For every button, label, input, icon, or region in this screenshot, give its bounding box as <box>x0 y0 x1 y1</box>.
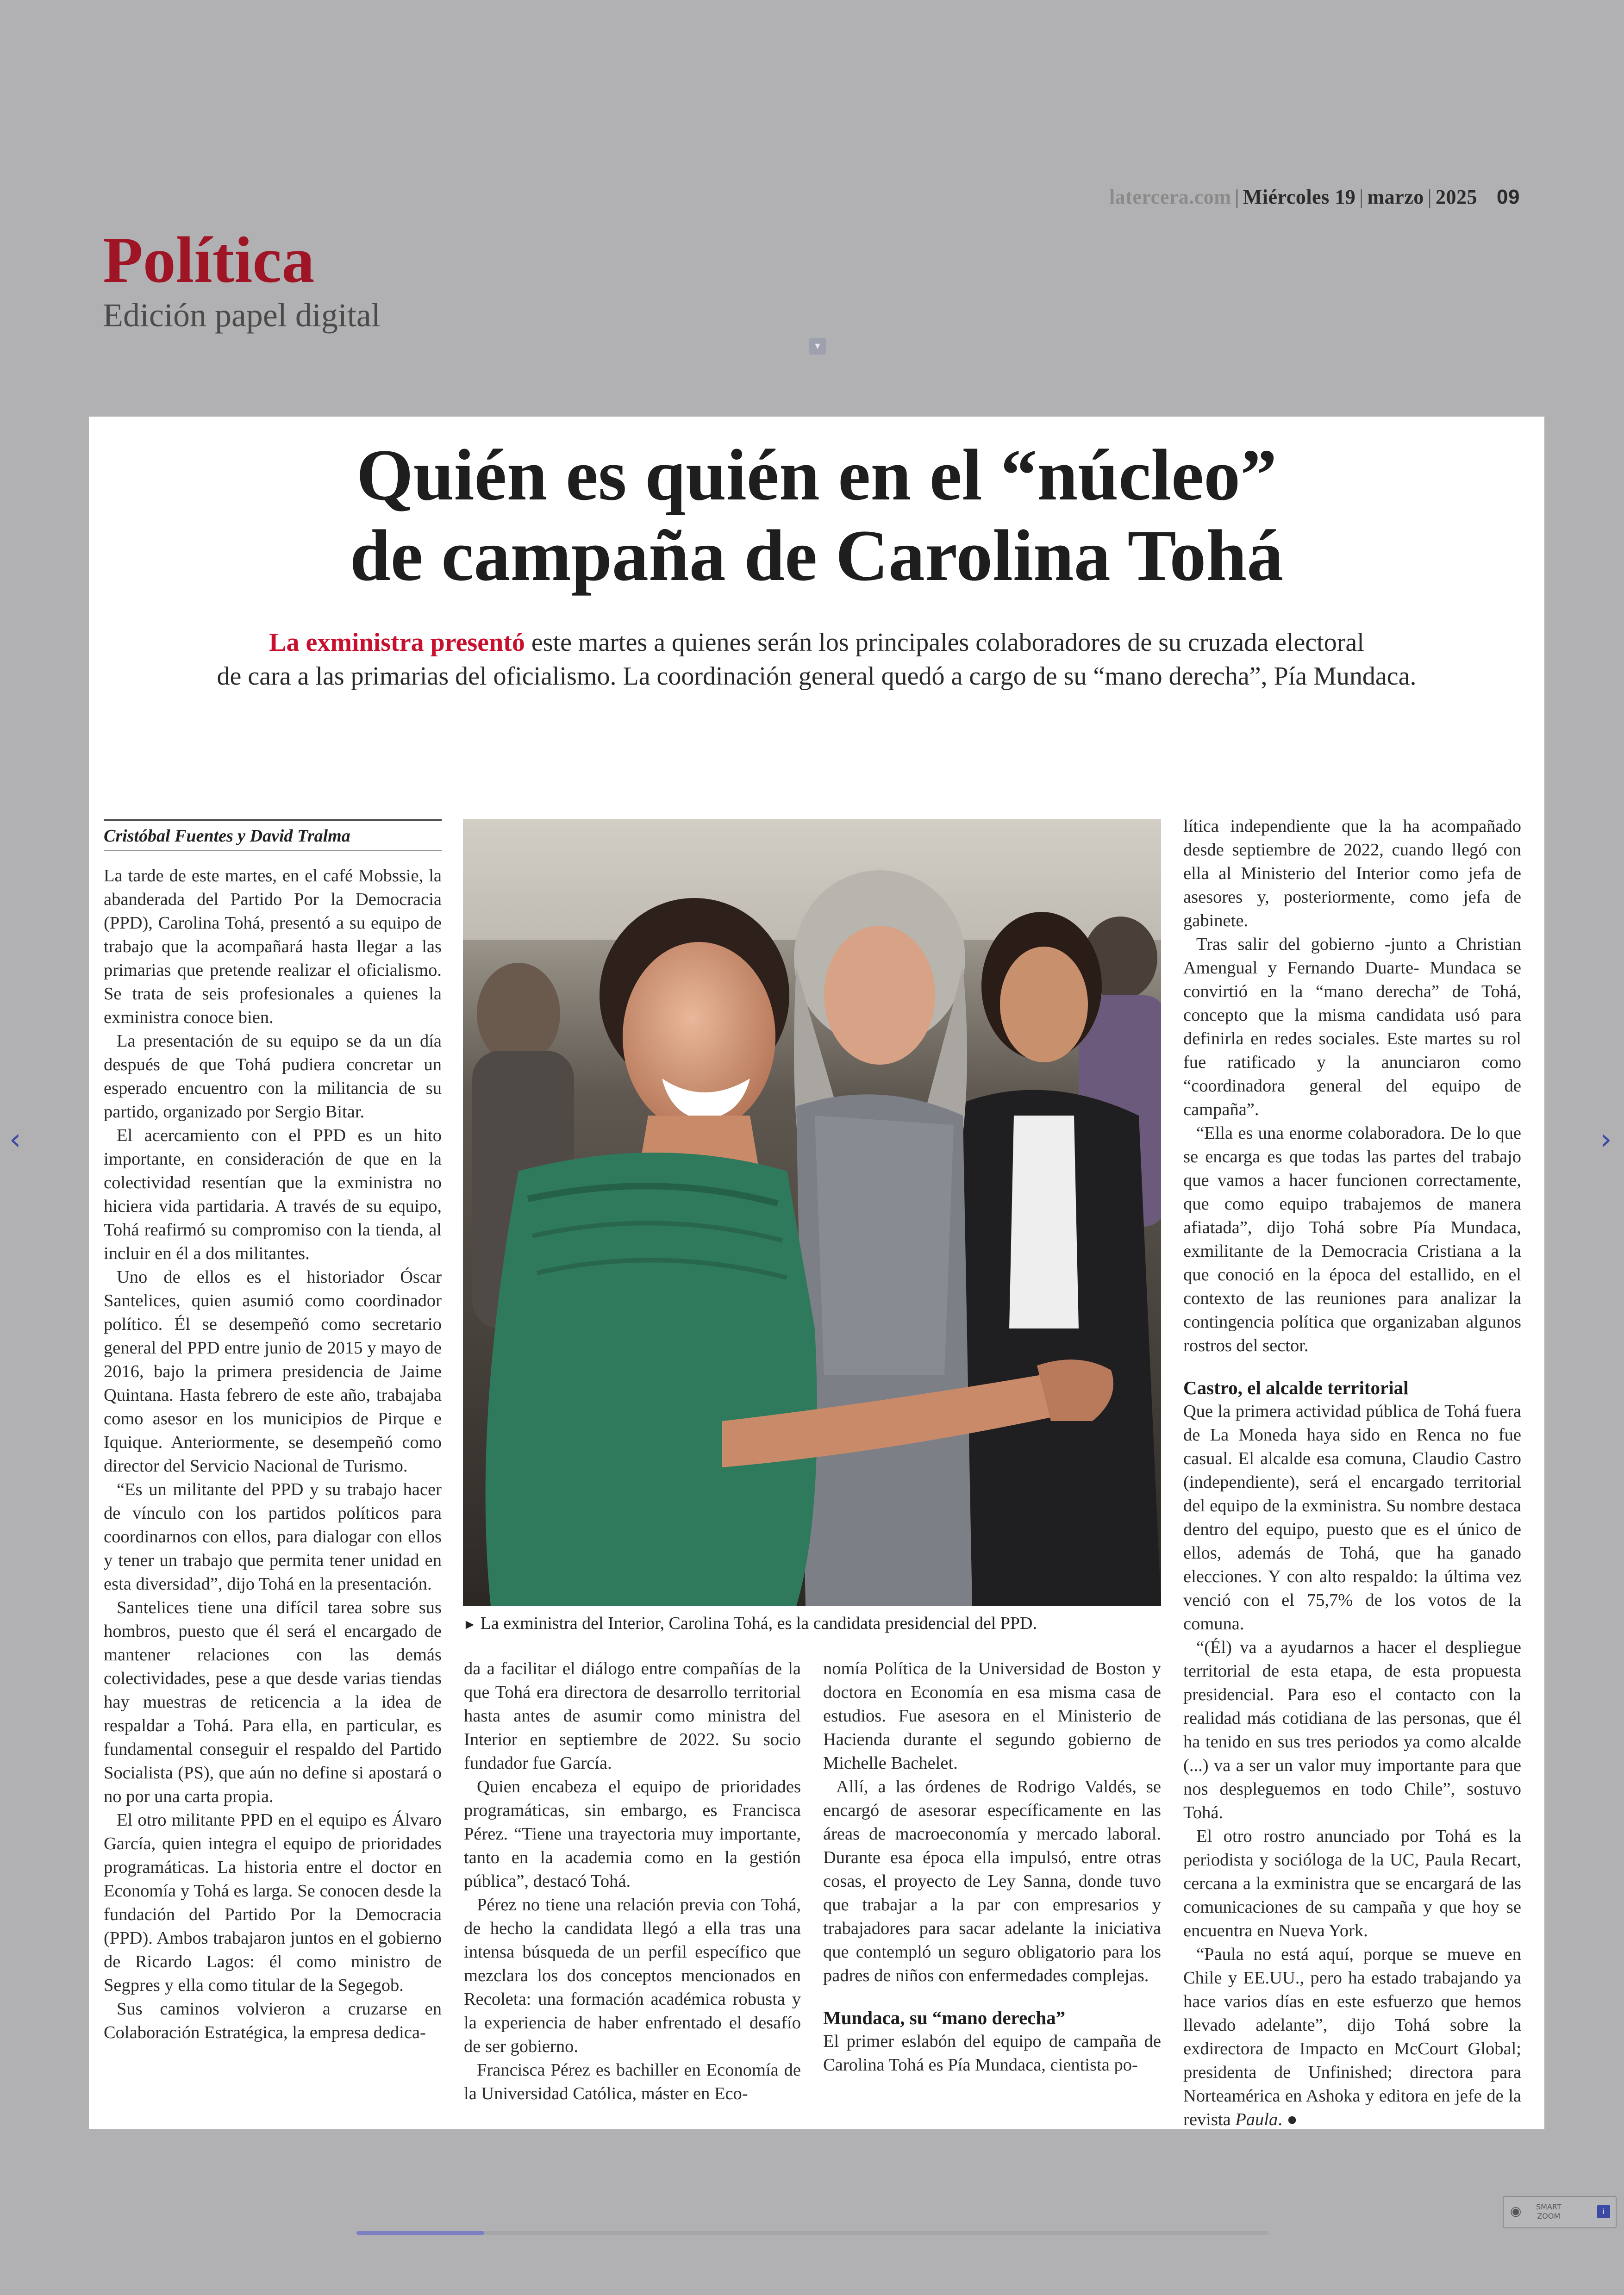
paragraph: “Es un militante del PPD y su trabajo hacer de vínculo con los partidos políticos para coordinarnos con ellos, para dialogar con ellos y tener un trabajo que permita tener unidad en esta diversidad”, dijo Tohá en la presentación. <box>104 1480 442 1594</box>
paragraph: Francisca Pérez es bachiller en Economía de la Universidad Católica, máster en Eco- <box>464 2060 801 2103</box>
paragraph: El primer eslabón del equipo de campaña de Carolina Tohá es Pía Mundaca, cientista po- <box>823 2032 1161 2075</box>
subhead-mundaca: Mundaca, su “mano derecha” <box>823 2007 1066 2028</box>
paragraph: “Ella es una enorme colaboradora. De lo que se encarga es que todas las partes del trabajo que vamos a hacer funcionen correctamente, que como equipo trabajemos de manera afiatada”, dijo Tohá sobre Pía Mundaca, exmilitante de la Democracia Cristiana a la que conoció en la época del estallido, en el contexto de las reuniones para analizar la contingencia política que organizaban algunos rostros del sector. <box>1183 1123 1521 1355</box>
date-month: marzo <box>1367 186 1424 208</box>
paragraph: Uno de ellos es el historiador Óscar Santelices, quien asumió como coordinador político. Él se desempeñó como secretario general del PPD entre junio de 2015 y mayo de 2016, bajo la primera presidencia de Jaime Quintana. Hasta febrero de este año, trabajaba como asesor en los municipios de Pirque e Iquique. Anteriormente, se desempeñó como director del Servicio Nacional de Turismo. <box>104 1267 442 1476</box>
paragraph: Quien encabeza el equipo de prioridades programáticas, sin embargo, es Francisca Pérez. “Tiene una trayectoria muy importante, tanto en la academia como en la gestión pública”, destacó Tohá. <box>464 1777 801 1891</box>
headline-line-2: de campaña de Carolina Tohá <box>350 515 1284 596</box>
article-photo <box>463 819 1161 1606</box>
paragraph: El otro militante PPD en el equipo es Álvaro García, quien integra el equipo de prioridades programáticas. La historia entre el doctor en Economía y Tohá es larga. Se conocen desde la fundación del Partido Por la Democracia (PPD). Ambos trabajaron juntos en el gobierno de Ricardo Lagos: él como ministro de Segpres y ella como titular de la Segegob. <box>104 1810 442 1995</box>
smart-zoom-label: SMART ZOOM <box>1536 2202 1562 2220</box>
date-year: 2025 <box>1436 186 1478 208</box>
paragraph: Tras salir del gobierno -junto a Christian Amengual y Fernando Duarte- Mundaca se convirtió en la “mano derecha” de Tohá, concepto que la misma candidata usó para definirla en redes sociales. Este martes su rol fue ratificado y la anunciaron como “coordinadora general del equipo de campaña”. <box>1183 935 1521 1119</box>
info-icon: i <box>1597 2205 1610 2218</box>
expand-icon[interactable]: ▾ <box>809 338 826 355</box>
byline: Cristóbal Fuentes y David Tralma <box>104 819 442 851</box>
paragraph <box>1183 1943 1521 2132</box>
article-headline <box>89 435 1544 596</box>
paragraph: El otro rostro anunciado por Tohá es la periodista y socióloga de la UC, Paula Recart, cercana a la exministra que se encargará de las comunicaciones de su campaña y que hoy se encuentra en Nueva York. <box>1183 1827 1521 1940</box>
article-column-2 <box>464 1657 801 2106</box>
paragraph: La presentación de su equipo se da un día después de que Tohá pudiera concretar un esperado encuentro con la militancia de su partido, organizado por Sergio Bitar. <box>104 1031 442 1122</box>
page-number: 09 <box>1497 186 1520 208</box>
article-column-1 <box>104 819 442 2045</box>
page-progress-fill <box>356 2231 484 2235</box>
paragraph: nomía Política de la Universidad de Boston y doctora en Economía en esa misma casa de estudios. Fue asesora en el Ministerio de Hacienda durante el segundo gobierno de Michelle Bachelet. <box>823 1659 1161 1773</box>
site-name: latercera.com <box>1109 186 1231 208</box>
section-subtitle: Edición papel digital <box>103 297 381 334</box>
paragraph: El acercamiento con el PPD es un hito importante, en consideración de que en la colectividad resentían que la exministra no hiciera vida partidaria. A través de su equipo, Tohá reafirmó su compromiso con la tienda, al incluir en él a dos militantes. <box>104 1126 442 1263</box>
photo-caption <box>463 1612 1161 1636</box>
date-day: Miércoles 19 <box>1243 186 1356 208</box>
paragraph-text: “Paula no está aquí, porque se mueve en Chile y EE.UU., pero ha estado trabajando ya hace varios días en este esfuerzo que hemos llevado adelante”, dijo Tohá sobre la exdirectora de Impacto en McCourt Global; presidenta de Unfinished; directora para Norteamérica en Ashoka y editora en jefe de la revista <box>1183 1945 1521 2129</box>
paragraph-end: . ● <box>1278 2110 1298 2129</box>
deck-kicker: La exministra presentó <box>269 628 525 657</box>
caption-text: La exministra del Interior, Carolina Tohá, es la candidata presidencial del PPD. <box>480 1614 1037 1633</box>
article-column-4 <box>1183 815 1521 2132</box>
deck-line-1: este martes a quienes serán los principales colaboradores de su cruzada electoral <box>525 628 1364 657</box>
paragraph: Pérez no tiene una relación previa con Tohá, de hecho la candidata llegó a ella tras una intensa búsqueda de un perfil específico que mezclara los dos conceptos mencionados en Recoleta: una formación académica robusta y la experiencia de haber enfrentado el desafío de ser gobierno. <box>464 1895 801 2056</box>
headline-line-1: Quién es quién en el “núcleo” <box>356 435 1277 516</box>
caption-triangle-icon: ► <box>463 1617 477 1632</box>
article-deck <box>126 626 1507 693</box>
prev-page-icon[interactable]: ‹ <box>9 1123 21 1157</box>
subhead-castro: Castro, el alcalde territorial <box>1183 1377 1409 1398</box>
dateline: latercera.com | Miércoles 19 | marzo | 2025 09 <box>1109 186 1520 208</box>
next-page-icon[interactable]: › <box>1600 1123 1612 1157</box>
smart-zoom-button[interactable] <box>1503 2196 1617 2228</box>
paragraph: Sus caminos volvieron a cruzarse en Colaboración Estratégica, la empresa dedica- <box>104 1999 442 2042</box>
photo-illustration <box>463 819 1161 1606</box>
paragraph: Allí, a las órdenes de Rodrigo Valdés, se encargó de asesorar específicamente en las áreas de macroeconomía y mercado laboral. Durante esa época ella impulsó, entre otras cosas, el proyecto de Ley Sanna, donde tuvo que trabajar a la par con empresarios y trabajadores para sacar adelante la iniciativa que contempló un seguro obligatorio para los padres de niños con enfermedades complejas. <box>823 1777 1161 1985</box>
magazine-name: Paula <box>1235 2110 1278 2129</box>
eye-icon: ◉ <box>1510 2203 1522 2219</box>
paragraph: Que la primera actividad pública de Tohá fuera de La Moneda haya sido en Renca no fue casual. El alcalde esa comuna, Claudio Castro (independiente), será el encargado territorial del equipo de la exministra. Su nombre destaca dentro del equipo, puesto que es el único de ellos, además de Tohá, que ha ganado elecciones. Y con alto respaldo: la última vez venció con el 75,7% de los votos de la comuna. <box>1183 1402 1521 1634</box>
deck-line-2: de cara a las primarias del oficialismo. La coordinación general quedó a cargo de su “mano derecha”, Pía Mundaca. <box>217 661 1417 691</box>
newspaper-page <box>89 417 1544 2129</box>
article-column-3 <box>823 1657 1161 2077</box>
paragraph: Santelices tiene una difícil tarea sobre sus hombros, puesto que él será el encargado de mantener relaciones con las demás colectividades, pese a que desde varias tiendas hay muestras de reticencia a la idea de respaldar a Tohá. Para ella, en particular, es fundamental conseguir el respaldo del Partido Socialista (PS), que aún no define si apostará o no por una carta propia. <box>104 1598 442 1806</box>
page-progress-bar[interactable] <box>356 2231 1268 2235</box>
section-title: Política <box>103 223 315 296</box>
paragraph: La tarde de este martes, en el café Mobssie, la abanderada del Partido Por la Democracia (PPD), Carolina Tohá, presentó a su equipo de trabajo que la acompañará hasta llegar a las primarias que pretende realizar el oficialismo. Se trata de seis profesionales a quienes la exministra conoce bien. <box>104 866 442 1027</box>
paragraph: da a facilitar el diálogo entre compañías de la que Tohá era directora de desarrollo territorial hasta antes de asumir como ministra del Interior en septiembre de 2022. Su socio fundador fue García. <box>464 1659 801 1773</box>
paragraph: “(Él) va a ayudarnos a hacer el despliegue territorial de esta etapa, de esta propuesta presidencial. Para eso el contacto con la realidad más cotidiana de las personas, que él ha tenido en sus tres periodos ya como alcalde (...) va a ser un valor muy importante para que nos despleguemos en todo Chile”, sostuvo Tohá. <box>1183 1638 1521 1822</box>
paragraph: lítica independiente que la ha acompañado desde septiembre de 2022, cuando llegó con ella al Ministerio del Interior como jefa de asesores y, posteriormente, como jefa de gabinete. <box>1183 817 1521 930</box>
